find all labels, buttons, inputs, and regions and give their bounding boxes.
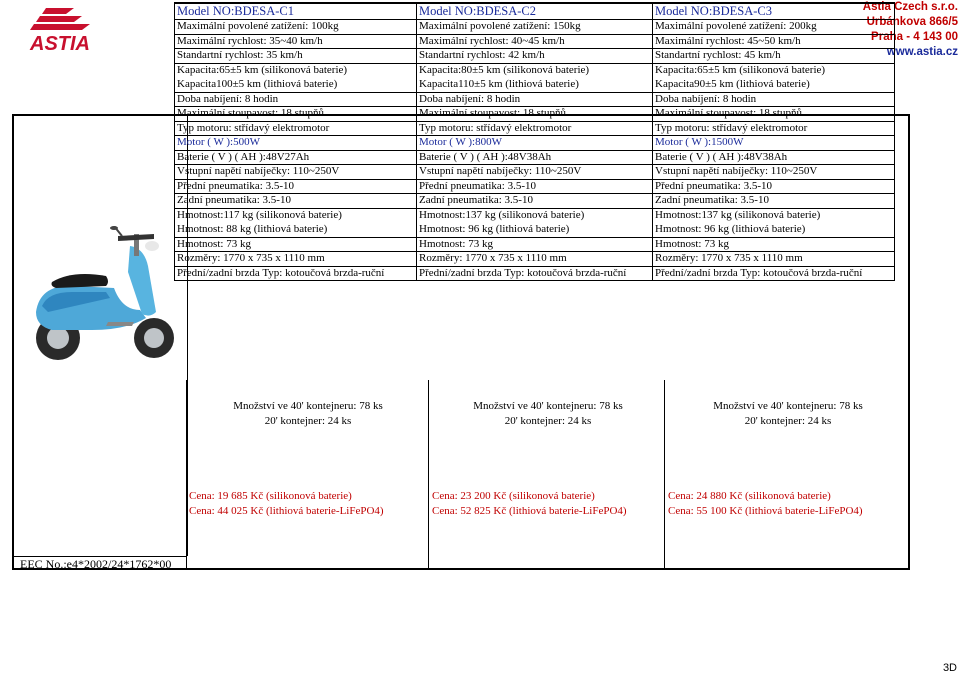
price-c3: [668, 489, 863, 519]
spec-cell: Maximální povolené zatížení: 100kg: [175, 20, 417, 35]
spec-cell: Vstupní napětí nabíječky: 110~250V: [175, 165, 417, 180]
spec-row: [175, 237, 895, 252]
page-mark: 3D: [942, 662, 957, 674]
spec-cell: Typ motoru: střídavý elektromotor: [417, 121, 653, 136]
spec-cell: Doba nabíjení: 8 hodin: [175, 92, 417, 107]
spec-cell: Baterie ( V ) ( AH ):48V27Ah: [175, 150, 417, 165]
spec-cell: Maximální stoupavost: 18 stupňů: [653, 107, 895, 122]
spec-cell: Hmotnost: 73 kg: [653, 237, 895, 252]
spec-cell: Maximální rychlost: 45~50 km/h: [653, 34, 895, 49]
scooter-image-cell: [14, 116, 188, 556]
divider: [428, 380, 429, 568]
spec-cell: Zadní pneumatika: 3.5-10: [417, 194, 653, 209]
spec-cell: Hmotnost: 96 kg (lithiová baterie): [417, 223, 653, 238]
spec-cell: Hmotnost: 73 kg: [175, 237, 417, 252]
price-silicone: Cena: 24 880 Kč (silikonová baterie): [668, 490, 831, 502]
spec-cell: Doba nabíjení: 8 hodin: [653, 92, 895, 107]
spec-cell: Hmotnost:137 kg (silikonová baterie): [653, 208, 895, 223]
astia-logo: [12, 4, 108, 56]
spec-cell: Typ motoru: střídavý elektromotor: [175, 121, 417, 136]
spec-cell: Přední pneumatika: 3.5-10: [653, 179, 895, 194]
qty-40ft: Množství ve 40' kontejneru: 78 ks: [233, 400, 383, 412]
spec-cell: Přední pneumatika: 3.5-10: [175, 179, 417, 194]
company-street: Urbánkova 866/5: [866, 16, 958, 28]
spec-cell: Kapacita90±5 km (lithiová baterie): [653, 78, 895, 93]
spec-cell: Přední/zadní brzda Typ: kotoučová brzda-ruční: [175, 266, 417, 281]
qty-20ft: 20' kontejner: 24 ks: [504, 415, 592, 427]
svg-text:ASTIA: ASTIA: [30, 33, 90, 55]
spec-cell: Kapacita100±5 km (lithiová baterie): [175, 78, 417, 93]
spec-cell: Baterie ( V ) ( AH ):48V38Ah: [417, 150, 653, 165]
qty-20ft: 20' kontejner: 24 ks: [744, 415, 832, 427]
spec-cell: Motor ( W ):500W: [175, 136, 417, 151]
spec-row: [175, 78, 895, 93]
spec-row: [175, 208, 895, 223]
spec-cell: Standartní rychlost: 35 km/h: [175, 49, 417, 64]
spec-row: [175, 150, 895, 165]
price-c1: [189, 489, 384, 519]
spec-cell: Hmotnost: 73 kg: [417, 237, 653, 252]
spec-row: [175, 136, 895, 151]
spec-cell: Kapacita:65±5 km (silikonová baterie): [175, 63, 417, 78]
price-silicone: Cena: 19 685 Kč (silikonová baterie): [189, 490, 352, 502]
divider: [186, 380, 187, 568]
model-header: Model NO:BDESA-C2: [417, 3, 653, 20]
spec-cell: Doba nabíjení: 8 hodin: [417, 92, 653, 107]
spec-cell: Maximální stoupavost: 18 stupňů: [175, 107, 417, 122]
spec-row: [175, 266, 895, 281]
qty-c1: [190, 399, 426, 429]
price-silicone: Cena: 23 200 Kč (silikonová baterie): [432, 490, 595, 502]
price-lithium: Cena: 55 100 Kč (lithiová baterie-LiFePO4): [668, 505, 863, 517]
spec-row: [175, 121, 895, 136]
spec-row: [175, 63, 895, 78]
spec-cell: Standartní rychlost: 42 km/h: [417, 49, 653, 64]
spec-cell: Rozměry: 1770 x 735 x 1110 mm: [417, 252, 653, 267]
spec-cell: Vstupní napětí nabíječky: 110~250V: [653, 165, 895, 180]
model-header: Model NO:BDESA-C3: [653, 3, 895, 20]
eec-number: EEC No.:e4*2002/24*1762*00: [14, 556, 186, 570]
spec-row: [175, 194, 895, 209]
spec-row: [175, 49, 895, 64]
model-header: Model NO:BDESA-C1: [175, 3, 417, 20]
spec-cell: Přední/zadní brzda Typ: kotoučová brzda-ruční: [417, 266, 653, 281]
spec-row: [175, 20, 895, 35]
spec-cell: Rozměry: 1770 x 735 x 1110 mm: [175, 252, 417, 267]
company-web-link[interactable]: www.astia.cz: [886, 46, 958, 58]
qty-20ft: 20' kontejner: 24 ks: [264, 415, 352, 427]
spec-row: [175, 223, 895, 238]
spec-row: [175, 179, 895, 194]
spec-cell: Vstupní napětí nabíječky: 110~250V: [417, 165, 653, 180]
price-lithium: Cena: 44 025 Kč (lithiová baterie-LiFePO4): [189, 505, 384, 517]
qty-c3: [670, 399, 906, 429]
spec-cell: Maximální rychlost: 35~40 km/h: [175, 34, 417, 49]
spec-cell: Baterie ( V ) ( AH ):48V38Ah: [653, 150, 895, 165]
spec-cell: Hmotnost: 88 kg (lithiová baterie): [175, 223, 417, 238]
spec-cell: Maximální povolené zatížení: 200kg: [653, 20, 895, 35]
qty-40ft: Množství ve 40' kontejneru: 78 ks: [713, 400, 863, 412]
spec-row: [175, 107, 895, 122]
spec-cell: Maximální stoupavost: 18 stupňů: [417, 107, 653, 122]
spec-row: [175, 92, 895, 107]
spec-row: [175, 165, 895, 180]
spec-cell: Kapacita:80±5 km (silikonová baterie): [417, 63, 653, 78]
spec-cell: Maximální povolené zatížení: 150kg: [417, 20, 653, 35]
spec-row: [175, 252, 895, 267]
spec-cell: Zadní pneumatika: 3.5-10: [653, 194, 895, 209]
spec-header-row: [175, 3, 895, 20]
spec-cell: Rozměry: 1770 x 735 x 1110 mm: [653, 252, 895, 267]
company-name: Astia Czech s.r.o.: [862, 1, 958, 13]
divider: [186, 568, 910, 569]
spec-cell: Motor ( W ):1500W: [653, 136, 895, 151]
spec-cell: Hmotnost:137 kg (silikonová baterie): [417, 208, 653, 223]
scooter-image: [22, 226, 180, 376]
company-city: Praha - 4 143 00: [871, 31, 958, 43]
spec-cell: Motor ( W ):800W: [417, 136, 653, 151]
spec-row: [175, 34, 895, 49]
spec-cell: Hmotnost: 96 kg (lithiová baterie): [653, 223, 895, 238]
spec-cell: Zadní pneumatika: 3.5-10: [175, 194, 417, 209]
price-lithium: Cena: 52 825 Kč (lithiová baterie-LiFePO4): [432, 505, 627, 517]
spec-table: [174, 2, 895, 281]
qty-c2: [430, 399, 666, 429]
spec-cell: Typ motoru: střídavý elektromotor: [653, 121, 895, 136]
spec-cell: Kapacita110±5 km (lithiová baterie): [417, 78, 653, 93]
spec-cell: Přední/zadní brzda Typ: kotoučová brzda-ruční: [653, 266, 895, 281]
spec-cell: Standartní rychlost: 45 km/h: [653, 49, 895, 64]
spec-cell: Přední pneumatika: 3.5-10: [417, 179, 653, 194]
price-c2: [432, 489, 627, 519]
spec-cell: Kapacita:65±5 km (silikonová baterie): [653, 63, 895, 78]
qty-40ft: Množství ve 40' kontejneru: 78 ks: [473, 400, 623, 412]
spec-cell: Hmotnost:117 kg (silikonová baterie): [175, 208, 417, 223]
spec-cell: Maximální rychlost: 40~45 km/h: [417, 34, 653, 49]
